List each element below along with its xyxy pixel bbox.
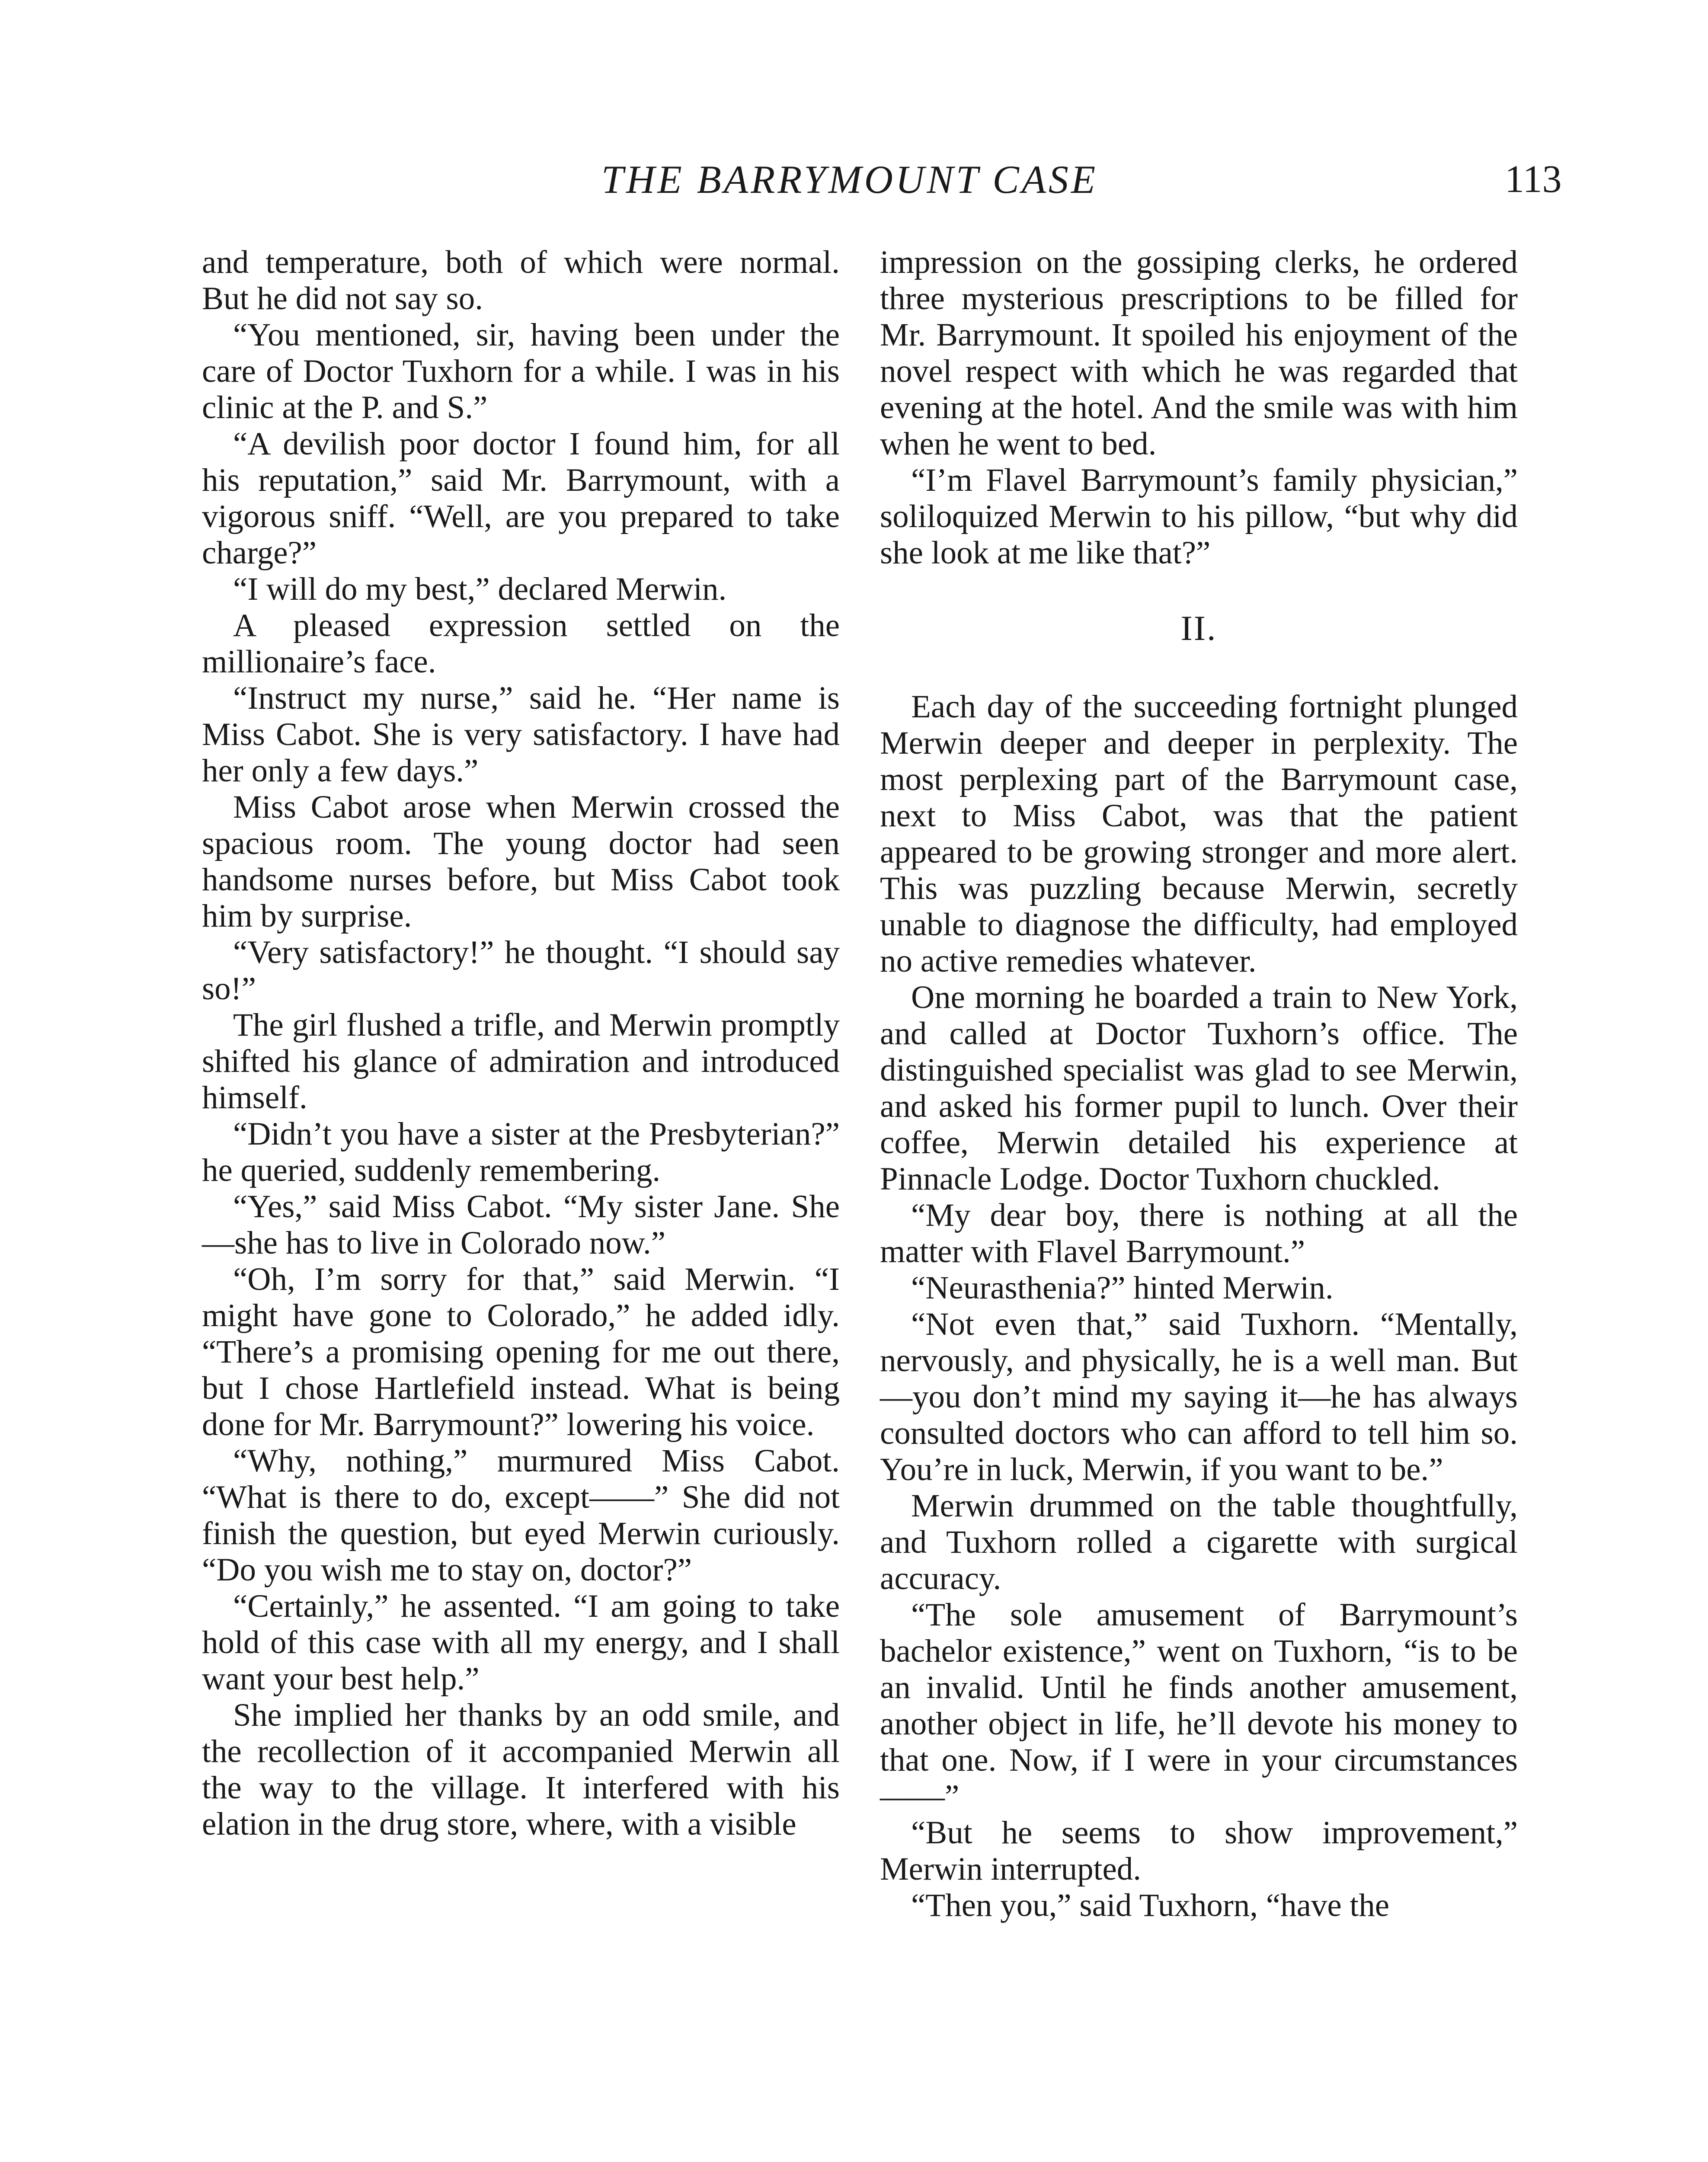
paragraph: “I’m Flavel Barrymount’s family physician,” soliloquized Merwin to his pillow, “but why did she look at me like that?” bbox=[880, 462, 1518, 571]
paragraph: “I will do my best,” declared Merwin. bbox=[233, 571, 727, 607]
paragraph: “Why, nothing,” murmured Miss Cabot. “What is there to do, except——” She did not finish the question, but eyed Merwin curiously. “Do you wish me to stay on, doctor?” bbox=[202, 1443, 840, 1588]
right-column bbox=[880, 244, 1518, 1924]
paragraph: “But he seems to show improvement,” Merwin interrupted. bbox=[880, 1815, 1518, 1887]
paragraph: Miss Cabot arose when Merwin crossed the spacious room. The young doctor had seen handsome nurses before, but Miss Cabot took him by surprise. bbox=[202, 789, 840, 934]
page-header bbox=[0, 154, 1708, 205]
page-number: 113 bbox=[1505, 158, 1562, 201]
running-title: THE BARRYMOUNT CASE bbox=[601, 157, 1098, 201]
paragraph: A pleased expression settled on the millionaire’s face. bbox=[202, 608, 840, 680]
paragraph: “Yes,” said Miss Cabot. “My sister Jane. She—she has to live in Colorado now.” bbox=[202, 1189, 840, 1261]
paragraph: “A devilish poor doctor I found him, for all his reputation,” said Mr. Barrymount, with a vigorous sniff. “Well, are you prepared to take charge?” bbox=[202, 426, 840, 571]
paragraph: Merwin drummed on the table thoughtfully, and Tuxhorn rolled a cigarette with surgical accuracy. bbox=[880, 1488, 1518, 1596]
paragraph: “Very satisfactory!” he thought. “I should say so!” bbox=[202, 934, 840, 1007]
paragraph: “You mentioned, sir, having been under the care of Doctor Tuxhorn for a while. I was in his clinic at the P. and S.” bbox=[202, 317, 840, 425]
paragraph: “Oh, I’m sorry for that,” said Merwin. “I might have gone to Colorado,” he added idly. “There’s a promising opening for me out there, but I chose Hartlefield instead. What is being done for Mr. Barrymount?” lowering his voice. bbox=[202, 1261, 840, 1442]
section-heading: II. bbox=[1180, 608, 1217, 648]
paragraph: She implied her thanks by an odd smile, and the recollection of it accompanied Merwin all the way to the village. It interfered with his elation in the drug store, where, with a visible bbox=[202, 1697, 840, 1842]
paragraph: The girl flushed a trifle, and Merwin promptly shifted his glance of admiration and introduced himself. bbox=[202, 1007, 840, 1116]
paragraph: and temperature, both of which were normal. But he did not say so. bbox=[202, 244, 840, 317]
left-column bbox=[202, 244, 840, 1842]
paragraph: “Certainly,” he assented. “I am going to take hold of this case with all my energy, and I shall want your best help.” bbox=[202, 1588, 840, 1697]
paragraph: “Not even that,” said Tuxhorn. “Mentally, nervously, and physically, he is a well man. But—you don’t mind my saying it—he has always consulted doctors who can afford to tell him so. You’re in luck, Merwin, if you want to be.” bbox=[880, 1306, 1518, 1487]
paragraph: One morning he boarded a train to New York, and called at Doctor Tuxhorn’s office. The distinguished specialist was glad to see Merwin, and asked his former pupil to lunch. Over their coffee, Merwin detailed his experience at Pinnacle Lodge. Doctor Tuxhorn chuckled. bbox=[880, 979, 1518, 1197]
paragraph: impression on the gossiping clerks, he ordered three mysterious prescriptions to be filled for Mr. Barrymount. It spoiled his enjoyment of the novel respect with which he was regarded that evening at the hotel. And the smile was with him when he went to bed. bbox=[880, 244, 1518, 462]
paragraph: Each day of the succeeding fortnight plunged Merwin deeper and deeper in perplexity. The most perplexing part of the Barrymount case, next to Miss Cabot, was that the patient appeared to be growing stronger and more alert. This was puzzling because Merwin, secretly unable to diagnose the difficulty, had employed no active remedies whatever. bbox=[880, 689, 1518, 979]
paragraph: “My dear boy, there is nothing at all the matter with Flavel Barrymount.” bbox=[880, 1197, 1518, 1270]
paragraph: “Instruct my nurse,” said he. “Her name is Miss Cabot. She is very satisfactory. I have had her only a few days.” bbox=[202, 680, 840, 789]
paragraph: “Didn’t you have a sister at the Presbyterian?” he queried, suddenly remembering. bbox=[202, 1116, 840, 1188]
paragraph: “Then you,” said Tuxhorn, “have the bbox=[911, 1887, 1390, 1923]
paragraph: “Neurasthenia?” hinted Merwin. bbox=[911, 1270, 1334, 1306]
paragraph: “The sole amusement of Barrymount’s bachelor existence,” went on Tuxhorn, “is to be an invalid. Until he finds another amusement, another object in life, he’ll devote his money to that one. Now, if I were in your circumstances——” bbox=[880, 1597, 1518, 1814]
